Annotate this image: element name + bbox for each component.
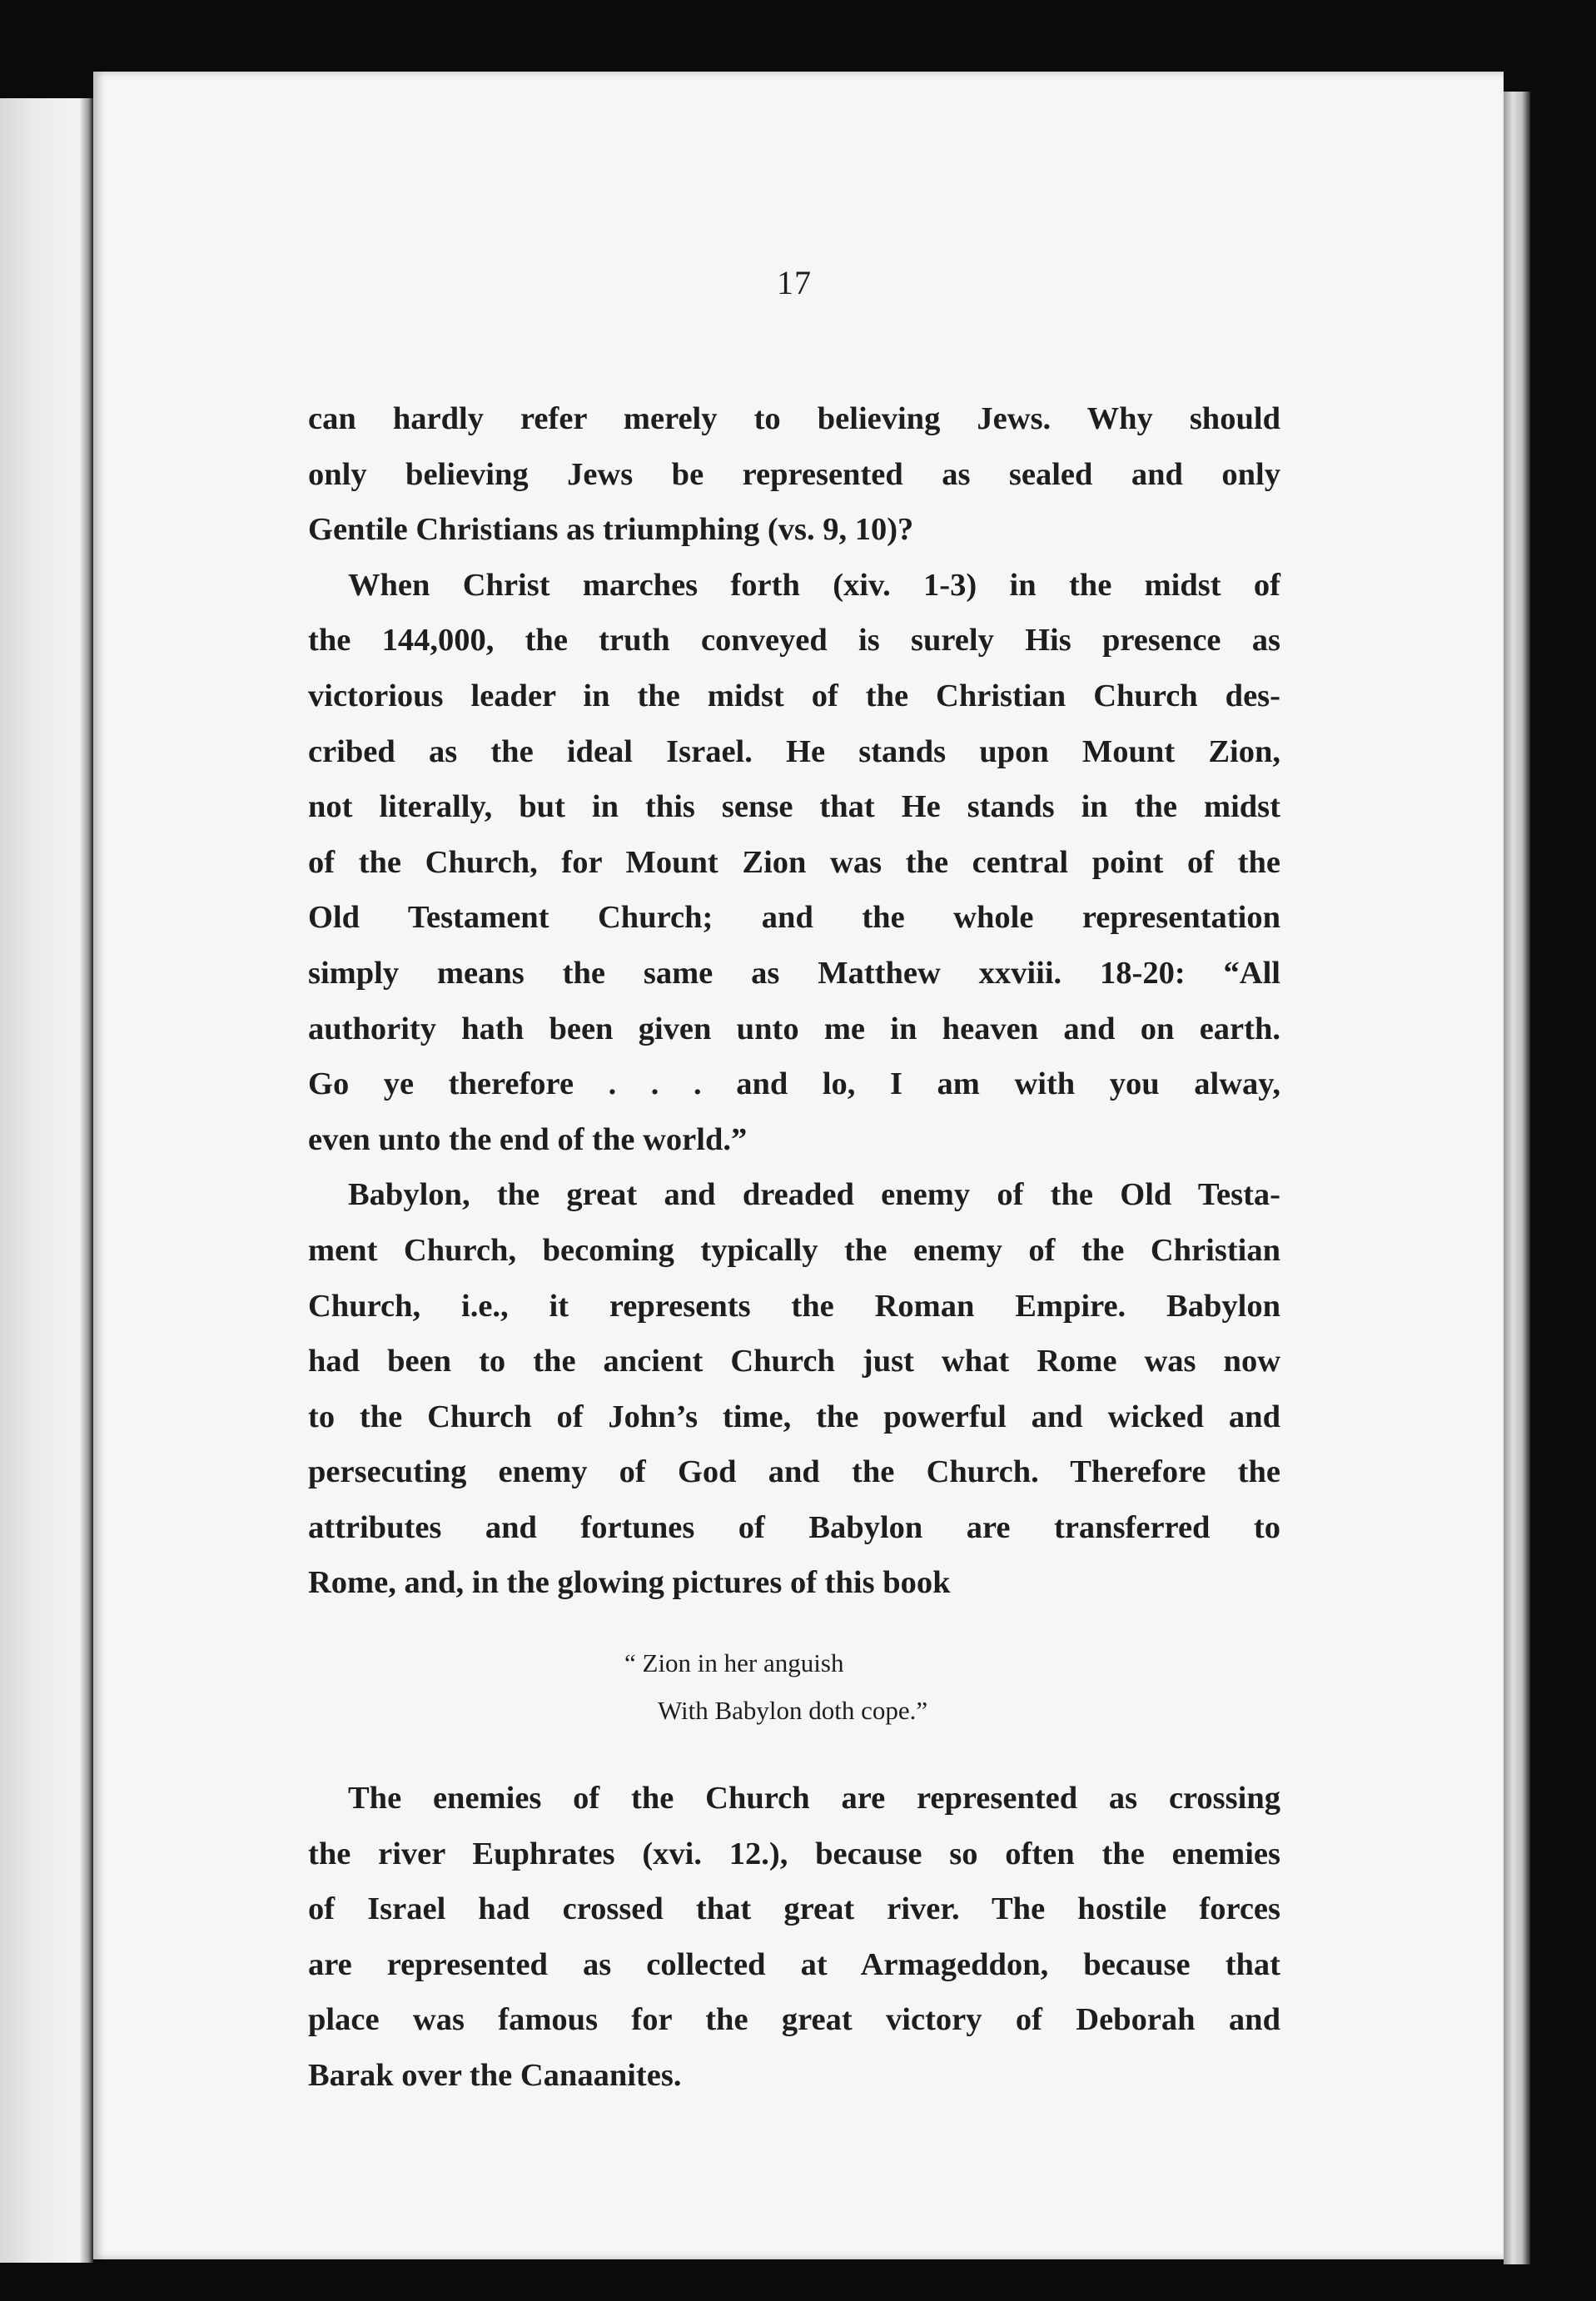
text-line: simply means the same as Matthew xxviii. 18-20: “All [308,955,1280,991]
text-line: The enemies of the Church are represented as crossing [348,1781,1280,1816]
paragraph-4 [308,1771,1280,2104]
verse-quote [624,1639,1280,1734]
text-line: victorious leader in the midst of the Christian Church des- [308,678,1280,713]
text-line: Barak over the Canaanites. [308,2058,682,2094]
page-number: 17 [777,264,812,301]
text-line: the river Euphrates (xvi. 12.), because so often the enemies [308,1836,1280,1871]
text-line: ment Church, becoming typically the enemy of the Christian [308,1232,1280,1268]
paragraph-1 [308,391,1280,558]
text-line: place was famous for the great victory of Deborah and [308,2002,1280,2038]
text-line: of the Church, for Mount Zion was the central point of the [308,844,1280,880]
paragraph-3 [308,1167,1280,1611]
page-stack-edge [1504,92,1530,2264]
text-line: Gentile Christians as triumphing (vs. 9, 10)? [308,512,914,548]
text-line: the 144,000, the truth conveyed is surely His presence as [308,623,1280,658]
text-line: even unto the end of the world.” [308,1121,748,1157]
quote-line: With Babylon doth cope.” [658,1696,928,1726]
text-line: Old Testament Church; and the whole representation [308,900,1280,936]
paragraph-2 [308,558,1280,1168]
text-line: Go ye therefore . . . and lo, I am with you alway, [308,1066,1280,1102]
text-line: not literally, but in this sense that He stands in the midst [308,789,1280,825]
text-line: authority hath been given unto me in heaven and on earth. [308,1011,1280,1046]
quote-line: “ Zion in her anguish [624,1648,844,1678]
text-line: Church, i.e., it represents the Roman Empire. Babylon [308,1288,1280,1324]
text-line: Babylon, the great and dreaded enemy of the Old Testa- [348,1177,1280,1213]
text-line: cribed as the ideal Israel. He stands upon Mount Zion, [308,733,1280,769]
page-text [308,258,1280,2104]
text-line: had been to the ancient Church just what Rome was now [308,1344,1280,1379]
facing-page-edge [0,98,93,2263]
text-line: are represented as collected at Armageddon, because that [308,1946,1280,1982]
text-line: can hardly refer merely to believing Jews. Why should [308,401,1280,436]
text-line: When Christ marches forth (xiv. 1-3) in the midst of [348,567,1280,603]
text-line: of Israel had crossed that great river. The hostile forces [308,1891,1280,1927]
text-line: persecuting enemy of God and the Church. Therefore the [308,1454,1280,1490]
text-line: only believing Jews be represented as sealed and only [308,456,1280,492]
text-line: attributes and fortunes of Babylon are transferred to [308,1509,1280,1545]
text-line: to the Church of John’s time, the powerful and wicked and [308,1399,1280,1434]
text-line: Rome, and, in the glowing pictures of this book [308,1565,951,1601]
